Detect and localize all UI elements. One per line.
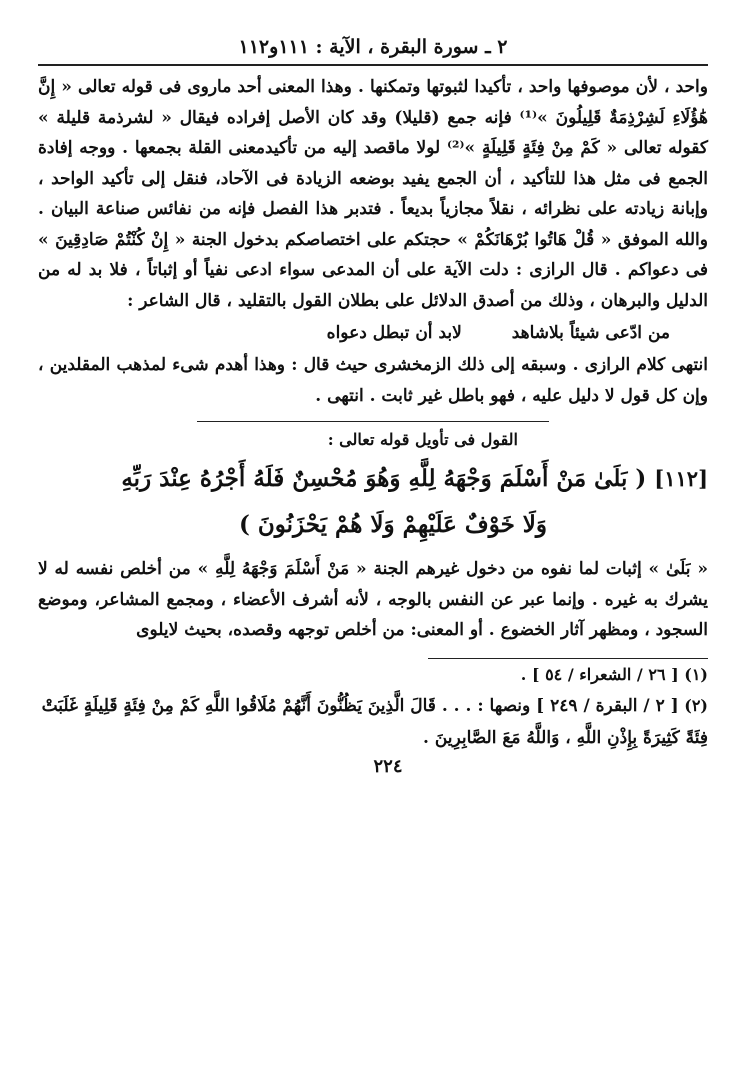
header-rule <box>38 64 708 66</box>
ayah-line-second: وَلَا خَوْفٌ عَلَيْهِمْ وَلَا هُمْ يَحْزَنُونَ ) <box>238 511 548 538</box>
ayah-line-first <box>38 456 708 502</box>
commentary-paragraph: « بَلَىٰ » إثبات لما نفوه من دخول غيرهم الجنة « مَنْ أَسْلَمَ وَجْهَهُ لِلَّهِ » من أخلص نفسه له لا يشرك به غيره . وإنما عبر عن النفس بالوجه ، لأنه أشرف الأعضاء ، ومجمع المشاعر، وموضع السجود ، ومظهر آثار الخضوع . أو المعنى: من أخلص توجهه وقصده، بحيث لايلوى <box>38 559 709 640</box>
poetry-verse <box>38 316 708 350</box>
book-page <box>38 30 708 1040</box>
running-title: ٢ ـ سورة البقرة ، الآية : ١١١و١١٢ <box>238 36 508 58</box>
footnote-text: [ ٢ / البقرة / ٢٤٩ ] ونصها : . . . قَالَ الَّذِينَ يَظُنُّونَ أَنَّهُمْ مُلَاقُوا اللَّهِ كَمْ مِنْ فِئَةٍ قَلِيلَةٍ غَلَبَتْ فِئَةً كَثِيرَةً بِإِذْنِ اللَّهِ ، وَاللَّهُ مَعَ الصَّابِرِينَ . <box>41 695 708 748</box>
footnote-item <box>38 690 708 754</box>
verse-hemistich-second: لابد أن تبطل دعواه <box>326 323 462 343</box>
section-heading: القول فى تأويل قوله تعالى : <box>327 430 518 449</box>
footnote-marker: (١) <box>684 664 708 684</box>
page-number: ٢٢٤ <box>373 755 403 777</box>
conclusion-paragraph: انتهى كلام الرازى . وسبقه إلى ذلك الزمخشرى حيث قال : وهذا أهدم شىء لمذهب المقلدين ، وإن كل قول لا دليل عليه ، فهو باطل غير ثابت . انتهى . <box>38 355 708 406</box>
main-paragraph: واحد ، لأن موصوفها واحد ، تأكيدا لثبوتها وتمكنها . وهذا المعنى أحد ماروى فى قوله تعالى « إِنَّ هَٰؤُلَاءِ لَشِرْذِمَةٌ قَلِيلُونَ »⁽¹⁾ فإنه جمع (قليلا) وقد كان الأصل إفراده فيقال « لشرذمة قليلة » كقوله تعالى « كَمْ مِنْ فِئَةٍ قَلِيلَةٍ »⁽²⁾ لولا ماقصد إليه من تأكيدمعنى القلة بجمعها . ووجه إفادة الجمع فى مثل هذا للتأكيد ، أن الجمع يفيد بوضعه الزيادة فى الآحاد، فنقل إلى تأكيد الواحد ، وإبانة زيادته على نظرائه ، نقلاً مجازياً بديعاً . فتدبر هذا الفصل فإنه من نفائس صناعة البيان . والله الموفق « قُلْ هَاتُوا بُرْهَانَكُمْ » حجتكم على اختصاصكم بدخول الجنة « إِنْ كُنْتُمْ صَادِقِينَ » فى دعواكم . قال الرازى : دلت الآية على أن المدعى سواء ادعى نفياً أو إثباتاً ، فلا بد له من الدليل والبرهان ، وذلك من أصدق الدلائل على بطلان القول بالتقليد ، قال الشاعر : <box>38 77 708 311</box>
footnote-marker: (٢) <box>684 695 708 715</box>
footnote-item <box>38 659 708 690</box>
footnote-text: [ ٢٦ / الشعراء / ٥٤ ] . <box>520 664 679 684</box>
ayah-number: [١١٢] <box>654 466 708 491</box>
section-divider <box>197 421 549 422</box>
verse-hemistich-first: من ادّعى شيئاً بلاشاهد <box>511 323 670 343</box>
ayah-text-first: ( بَلَىٰ مَنْ أَسْلَمَ وَجْهَهُ لِلَّهِ وَهُوَ مُحْسِنٌ فَلَهُ أَجْرُهُ عِنْدَ رَبِّهِ <box>121 465 647 492</box>
